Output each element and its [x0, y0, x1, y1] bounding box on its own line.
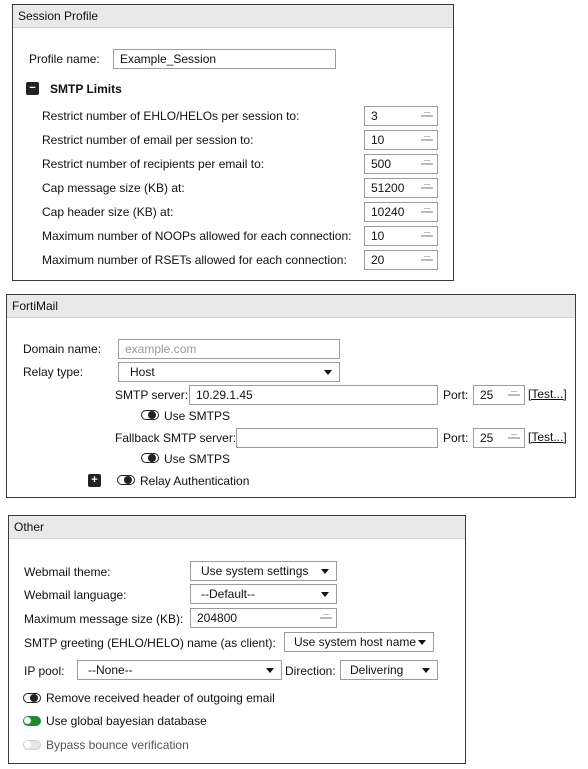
spinner-icon[interactable] — [421, 259, 433, 261]
fallback-port-input[interactable] — [473, 428, 525, 448]
relay-type-value: Host — [130, 365, 155, 379]
limit-row-input[interactable] — [364, 154, 438, 174]
session-profile-panel — [12, 4, 454, 281]
chevron-down-icon — [324, 370, 332, 375]
fortimail-panel — [6, 294, 576, 498]
fallback-use-smtps-label: Use SMTPS — [164, 452, 231, 466]
spinner-icon[interactable] — [508, 437, 520, 439]
domain-name-input[interactable]: example.com — [118, 339, 340, 359]
limit-row-value: 20 — [371, 253, 385, 267]
port-value: 25 — [480, 388, 494, 402]
webmail-theme-label: Webmail theme: — [24, 565, 111, 579]
max-message-size-label: Maximum message size (KB): — [24, 612, 184, 626]
remove-header-toggle[interactable] — [23, 693, 41, 703]
domain-name-label: Domain name: — [23, 342, 102, 356]
global-bayesian-label: Use global bayesian database — [46, 714, 207, 728]
smtp-greeting-select[interactable] — [284, 632, 434, 652]
spinner-icon[interactable] — [421, 211, 433, 213]
limit-row-label: Cap message size (KB) at: — [42, 181, 185, 195]
limit-row-label: Cap header size (KB) at: — [42, 205, 174, 219]
relay-auth-label: Relay Authentication — [140, 474, 250, 488]
fallback-smtp-label: Fallback SMTP server: — [115, 431, 237, 445]
limit-row-value: 10 — [371, 133, 385, 147]
webmail-language-label: Webmail language: — [24, 588, 127, 602]
spinner-icon[interactable] — [421, 163, 433, 165]
other-header: Other — [9, 516, 465, 539]
limit-row-label: Maximum number of RSETs allowed for each connection: — [42, 253, 347, 267]
limit-row-input[interactable] — [364, 106, 438, 126]
ip-pool-label: IP pool: — [24, 664, 65, 678]
limit-row-value: 3 — [371, 109, 378, 123]
toggle-knob — [24, 741, 31, 748]
limit-row-input[interactable] — [364, 226, 438, 246]
use-smtps-label: Use SMTPS — [164, 409, 231, 423]
fallback-smtp-input[interactable] — [236, 428, 438, 448]
test-link[interactable]: [Test...] — [528, 387, 567, 401]
toggle-knob — [124, 476, 132, 484]
port-input[interactable] — [473, 385, 525, 405]
toggle-knob — [24, 717, 31, 724]
ip-pool-select[interactable] — [77, 660, 282, 680]
profile-name-label: Profile name: — [29, 52, 100, 66]
limit-row-value: 10240 — [371, 205, 405, 219]
webmail-theme-value: Use system settings — [201, 564, 309, 578]
remove-header-label: Remove received header of outgoing email — [46, 691, 275, 705]
global-bayesian-toggle[interactable] — [23, 716, 41, 726]
fallback-use-smtps-toggle[interactable] — [141, 453, 159, 463]
webmail-language-value: --Default-- — [201, 587, 256, 601]
spinner-icon[interactable] — [320, 617, 332, 619]
chevron-down-icon — [422, 668, 430, 673]
toggle-knob — [148, 454, 156, 462]
max-message-size-input[interactable] — [190, 608, 337, 628]
smtp-server-input[interactable]: 10.29.1.45 — [189, 385, 438, 405]
limit-row-label: Restrict number of EHLO/HELOs per session to: — [42, 109, 300, 123]
other-panel — [8, 515, 466, 764]
smtp-server-label: SMTP server: — [115, 388, 189, 402]
bypass-bounce-label: Bypass bounce verification — [46, 738, 189, 752]
webmail-language-select[interactable] — [190, 584, 337, 604]
direction-value: Delivering — [350, 663, 404, 677]
spinner-icon[interactable] — [421, 187, 433, 189]
fortimail-header: FortiMail — [7, 295, 575, 318]
collapse-icon[interactable]: − — [26, 82, 39, 95]
relay-auth-toggle[interactable] — [117, 475, 135, 485]
max-message-size-value: 204800 — [197, 611, 238, 625]
spinner-icon[interactable] — [421, 115, 433, 117]
limit-row-value: 500 — [371, 157, 392, 171]
smtp-greeting-value: Use system host name — [294, 635, 417, 649]
chevron-down-icon — [266, 668, 274, 673]
chevron-down-icon — [418, 640, 426, 645]
limit-row-value: 10 — [371, 229, 385, 243]
port-label: Port: — [443, 388, 469, 402]
fallback-port-value: 25 — [480, 431, 494, 445]
limit-row-input[interactable] — [364, 178, 438, 198]
spinner-icon[interactable] — [421, 139, 433, 141]
spinner-icon[interactable] — [421, 235, 433, 237]
toggle-knob — [148, 411, 156, 419]
toggle-knob — [30, 694, 38, 702]
limit-row-value: 51200 — [371, 181, 405, 195]
bypass-bounce-toggle[interactable] — [23, 740, 41, 750]
chevron-down-icon — [321, 592, 329, 597]
limit-row-input[interactable] — [364, 250, 438, 270]
profile-name-input[interactable]: Example_Session — [113, 49, 336, 69]
ip-pool-value: --None-- — [88, 663, 133, 677]
smtp-limits-title: SMTP Limits — [50, 82, 122, 96]
chevron-down-icon — [321, 569, 329, 574]
use-smtps-toggle[interactable] — [141, 410, 159, 420]
session-profile-header: Session Profile — [13, 5, 453, 28]
fallback-test-link[interactable]: [Test...] — [528, 430, 567, 444]
relay-type-label: Relay type: — [23, 365, 84, 379]
webmail-theme-select[interactable] — [190, 561, 337, 581]
limit-row-input[interactable] — [364, 202, 438, 222]
direction-select[interactable] — [340, 660, 438, 680]
limit-row-input[interactable] — [364, 130, 438, 150]
limit-row-label: Restrict number of email per session to: — [42, 133, 254, 147]
limit-row-label: Maximum number of NOOPs allowed for each connection: — [42, 229, 352, 243]
expand-icon[interactable]: + — [88, 474, 101, 487]
relay-type-select[interactable] — [118, 362, 340, 382]
smtp-greeting-label: SMTP greeting (EHLO/HELO) name (as client): — [24, 636, 276, 650]
spinner-icon[interactable] — [508, 394, 520, 396]
direction-label: Direction: — [285, 664, 336, 678]
fallback-port-label: Port: — [443, 431, 469, 445]
limit-row-label: Restrict number of recipients per email to: — [42, 157, 265, 171]
